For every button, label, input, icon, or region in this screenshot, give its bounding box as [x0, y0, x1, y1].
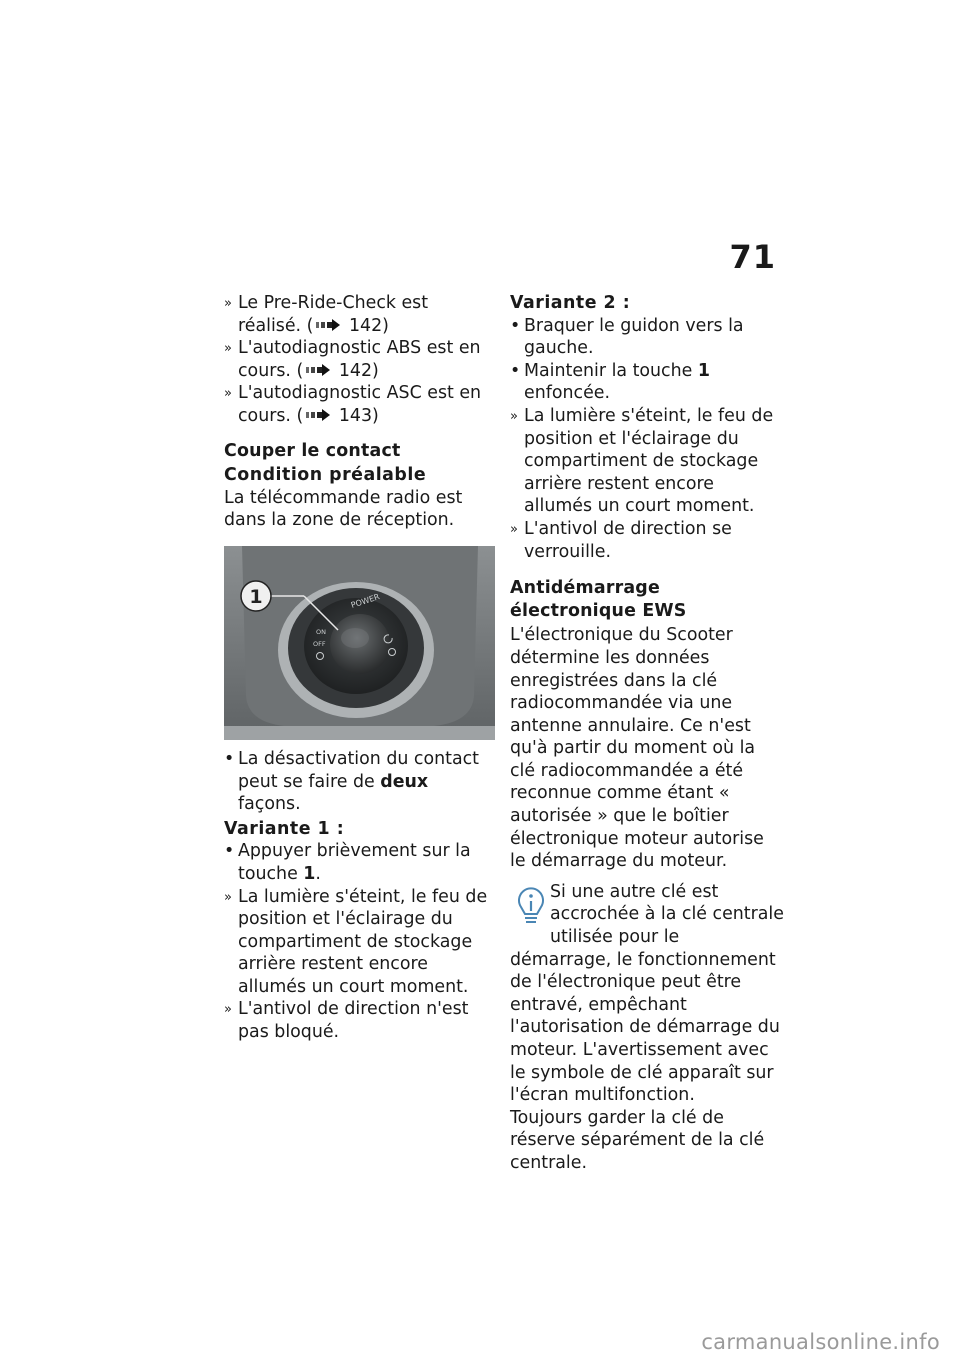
info-icon	[514, 885, 548, 927]
page-reference[interactable]: ( 142)	[306, 315, 389, 336]
result-marker: »	[224, 341, 232, 357]
instruction-end: .	[315, 863, 321, 884]
off-label: OFF	[313, 639, 326, 648]
arrow-reference-icon	[313, 318, 343, 332]
result-item	[224, 292, 496, 337]
bullet: •	[224, 748, 235, 769]
instruction-item	[510, 360, 784, 405]
ignition-illustration	[224, 546, 495, 740]
result-item	[224, 382, 496, 427]
page-reference[interactable]: ( 142)	[296, 360, 379, 381]
on-label: ON	[316, 627, 326, 636]
instruction-end: enfoncée.	[524, 383, 610, 404]
result-text: La lumière s'éteint, le feu de position et l'éclairage du compartiment de stockage arrière restent encore allumés un court moment.	[524, 405, 774, 517]
left-column	[224, 292, 496, 1044]
info-note	[510, 881, 784, 1175]
result-text: L'autodiagnostic ASC est en cours.	[238, 383, 482, 426]
result-text: Le Pre-Ride-Check est réalisé.	[238, 293, 429, 336]
instruction-text: Braquer le guidon vers la gauche.	[524, 315, 744, 359]
result-text: L'antivol de direction n'est pas bloqué.	[238, 999, 469, 1043]
ignition-button-photo	[224, 546, 495, 740]
result-item	[224, 998, 496, 1043]
page-number: 71	[729, 238, 776, 276]
arrow-reference-icon	[303, 363, 333, 377]
result-text: L'antivol de direction se verrouille.	[524, 518, 732, 562]
result-marker: »	[224, 889, 232, 905]
result-text: La lumière s'éteint, le feu de position et l'éclairage du compartiment de stockage arrière restent encore allumés un court moment.	[238, 886, 488, 997]
result-marker: »	[510, 408, 518, 424]
precondition-text: La télécommande radio est dans la zone de réception.	[224, 487, 463, 531]
instruction-item	[224, 840, 496, 885]
arrow-reference-icon	[303, 408, 333, 422]
result-item	[510, 405, 784, 518]
watermark: carmanualsonline.info	[701, 1330, 940, 1354]
note-text-end: Toujours garder la clé de réserve séparément de la clé centrale.	[510, 1107, 765, 1173]
section-heading: Couper le contact	[224, 440, 401, 461]
result-item	[224, 886, 496, 999]
bullet: •	[510, 360, 521, 381]
note-text-start: Si une autre clé est accrochée à la clé centrale utilisée pour le	[550, 881, 784, 948]
variant-title: Variante 1 :	[224, 818, 345, 839]
bullet: •	[224, 841, 235, 862]
deactivation-text-start: La désactivation du contact peut se faire de	[238, 748, 479, 792]
instruction-text: Appuyer brièvement sur la touche	[238, 841, 471, 884]
page-reference-number: 142	[348, 315, 383, 336]
power-label: POWER	[349, 592, 381, 610]
page-reference-number: 142	[338, 360, 373, 381]
key-number: 1	[303, 863, 316, 884]
result-marker: »	[224, 386, 232, 402]
instruction-item	[224, 748, 496, 816]
key-number: 1	[697, 360, 710, 381]
deactivation-text-end: façons.	[238, 794, 301, 815]
result-marker: »	[224, 1002, 232, 1018]
result-text: L'autodiagnostic ABS est en cours.	[238, 338, 481, 381]
result-marker: »	[510, 521, 518, 537]
right-column	[510, 292, 784, 1175]
result-item	[224, 337, 496, 382]
page-reference[interactable]: ( 143)	[296, 405, 379, 426]
instruction-item	[510, 315, 784, 360]
callout-number: 1	[249, 585, 263, 608]
note-text: démarrage, le fonctionnement de l'électronique peut être entravé, empêchant l'autorisation de démarrage du moteur. L'avertissement avec le symbole de clé apparaît sur l'écran multifonction.	[510, 949, 780, 1106]
result-item	[510, 518, 784, 563]
deactivation-bold: deux	[380, 771, 429, 792]
bullet: •	[510, 315, 521, 336]
variant-title: Variante 2 :	[510, 293, 631, 313]
instruction-text: Maintenir la touche	[524, 360, 698, 381]
section-heading: Antidémarrage électronique EWS	[510, 578, 687, 621]
precondition-title: Condition préalable	[224, 465, 427, 486]
page-reference-number: 143	[338, 405, 373, 426]
result-marker: »	[224, 296, 232, 311]
ews-description: L'électronique du Scooter détermine les données enregistrées dans la clé radiocommandée via une antenne annulaire. Ce n'est qu'à partir du moment où la clé radiocommandée a été reconnue comme étant « autorisée » que le boîtier électronique moteur autorise le démarrage du moteur.	[510, 625, 764, 872]
